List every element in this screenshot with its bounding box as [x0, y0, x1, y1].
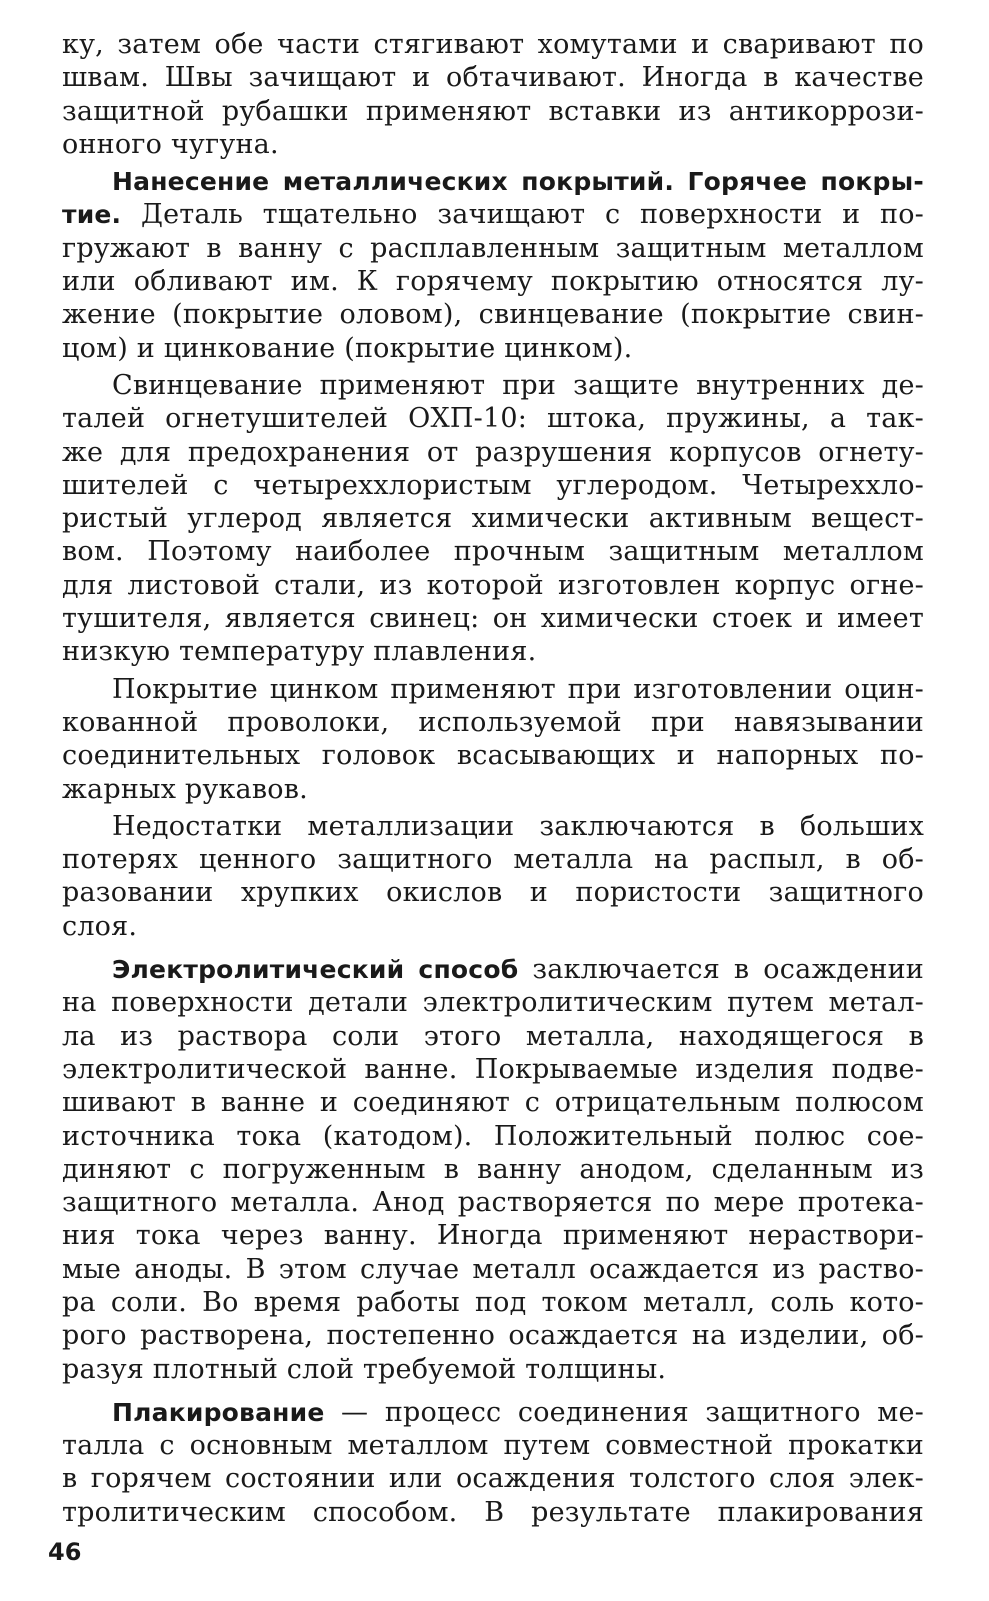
text-line: потерях ценного защитного металла на распыл, в об-: [62, 844, 924, 876]
text-line: источника тока (катодом). Положительный полюс сое-: [62, 1120, 924, 1152]
text-line: жение (покрытие оловом), свинцевание (покрытие свин-: [62, 299, 924, 331]
text-line: низкую температуру плавления.: [62, 636, 537, 668]
term-electrolytic: Электролитический способ: [112, 955, 519, 985]
text-line: ла из раствора соли этого металла, находящегося в: [62, 1020, 924, 1052]
page-body: [62, 28, 924, 1529]
paragraph-continuation: [62, 28, 924, 161]
paragraph-hot-coating: [62, 165, 924, 365]
text-line: или обливают им. К горячему покрытию относятся лу-: [62, 266, 924, 298]
text-line: [62, 1396, 924, 1429]
text-line: жарных рукавов.: [62, 773, 308, 805]
text-line: Недостатки металлизации заключаются в больших: [112, 810, 924, 842]
text-line: для листовой стали, из которой изготовлен корпус огне-: [62, 569, 924, 601]
text-line: диняют с погруженным в ванну анодом, сделанным из: [62, 1153, 924, 1185]
text-line: соединительных головок всасывающих и напорных по-: [62, 740, 924, 772]
text-fragment: Деталь тщательно зачищают с поверхности и по-: [121, 199, 924, 231]
text-fragment: — процесс соединения защитного ме-: [324, 1396, 924, 1428]
text-line: разовании хрупких окислов и пористости защитного: [62, 877, 924, 909]
text-line: ристый углерод является химически активным вещест-: [62, 503, 924, 535]
text-line: разуя плотный слой требуемой толщины.: [62, 1353, 667, 1385]
text-line: на поверхности детали электролитическим путем метал-: [62, 987, 924, 1019]
paragraph-cladding: [62, 1396, 924, 1529]
text-line: защитной рубашки применяют вставки из антикоррози-: [62, 95, 924, 127]
text-fragment: заключается в осаждении: [518, 954, 925, 986]
text-line: слоя.: [62, 910, 138, 942]
text-line: Покрытие цинком применяют при изготовлении оцин-: [112, 673, 924, 705]
text-line: защитного металла. Анод растворяется по мере протека-: [62, 1187, 924, 1219]
text-line: мые аноды. В этом случае металл осаждается из раство-: [62, 1253, 924, 1285]
text-line: вом. Поэтому наиболее прочным защитным металлом: [62, 536, 924, 568]
text-line: ра соли. Во время работы под током металл, соль кото-: [62, 1286, 924, 1318]
text-line: рого растворена, постепенно осаждается на изделии, об-: [62, 1320, 924, 1352]
paragraph-disadvantages: [62, 810, 924, 943]
section-heading-end: тие.: [62, 200, 122, 230]
page-number: 46: [48, 1538, 82, 1566]
text-line: шителей с четыреххлористым углеродом. Четыреххло-: [62, 469, 924, 501]
paragraph-zinc-coating: [62, 673, 924, 806]
paragraph-electrolytic: [62, 953, 924, 1386]
section-heading: Нанесение металлических покрытий. Горячее покры-: [112, 167, 924, 197]
text-line: талей огнетушителей ОХП-10: штока, пружины, а так-: [62, 403, 924, 435]
text-line: талла с основным металлом путем совместной прокатки: [62, 1430, 924, 1462]
text-line: тушителя, является свинец: он химически стоек и имеет: [62, 603, 924, 635]
paragraph-lead-coating: [62, 369, 924, 669]
text-line: в горячем состоянии или осаждения толстого слоя элек-: [62, 1463, 924, 1495]
text-line: ку, затем обе части стягивают хомутами и сваривают по: [62, 29, 924, 60]
term-cladding: Плакирование: [112, 1397, 325, 1427]
text-line: кованной проволоки, используемой при навязывании: [62, 706, 924, 738]
text-line: же для предохранения от разрушения корпусов огнету-: [62, 436, 924, 468]
text-line: [62, 198, 924, 231]
text-line: [62, 953, 924, 986]
text-line: ния тока через ванну. Иногда применяют нераствори-: [62, 1220, 924, 1252]
text-line: онного чугуна.: [62, 128, 279, 160]
text-line: гружают в ванну с расплавленным защитным металлом: [62, 232, 924, 264]
text-line: цом) и цинкование (покрытие цинком).: [62, 332, 633, 364]
text-line: электролитической ванне. Покрываемые изделия подве-: [62, 1053, 924, 1085]
text-line: Свинцевание применяют при защите внутренних де-: [112, 369, 924, 401]
text-line: швам. Швы зачищают и обтачивают. Иногда в качестве: [62, 62, 924, 94]
text-line: шивают в ванне и соединяют с отрицательным полюсом: [62, 1087, 924, 1119]
text-line: тролитическим способом. В результате плакирования: [62, 1496, 924, 1528]
